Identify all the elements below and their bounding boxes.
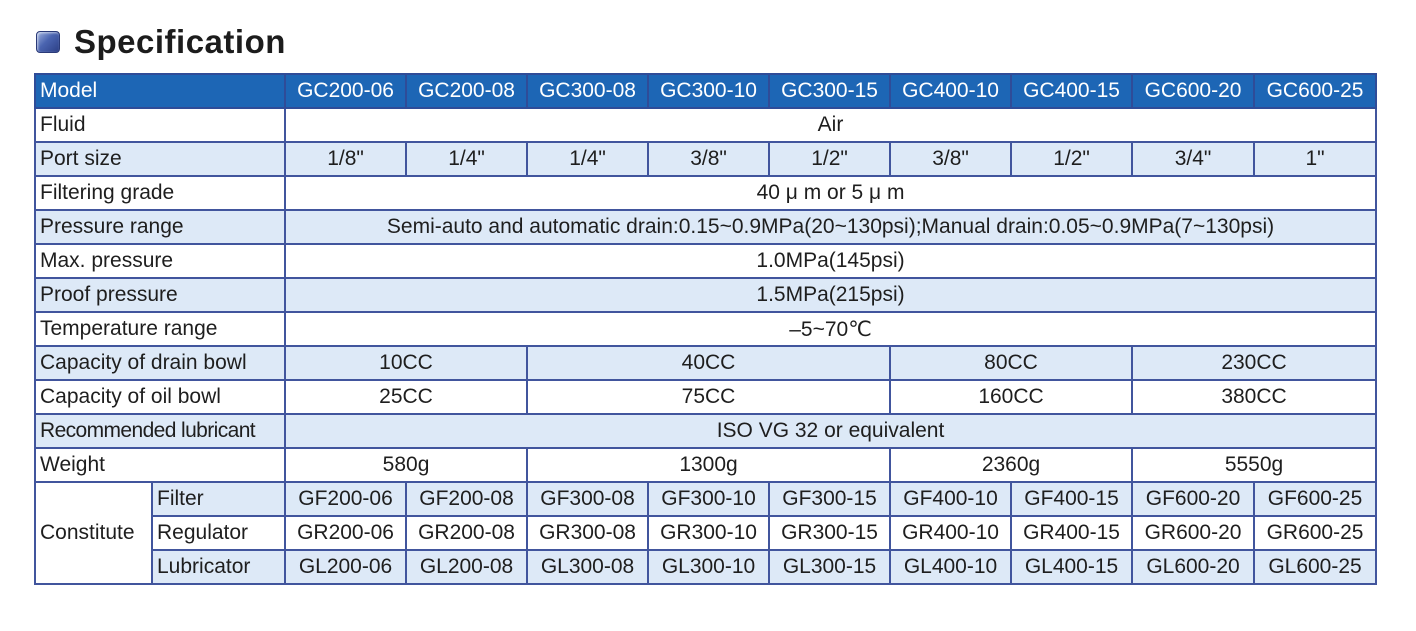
row-label: Fluid	[35, 108, 285, 142]
page-heading	[36, 20, 286, 64]
model-cell: GC300-10	[648, 74, 769, 108]
value-cell: GR600-20	[1132, 516, 1254, 550]
value-cell: GL600-20	[1132, 550, 1254, 584]
value-cell: 80CC	[890, 346, 1132, 380]
sub-row-label: Filter	[152, 482, 285, 516]
value-cell: 1/4"	[406, 142, 527, 176]
model-cell: GC400-15	[1011, 74, 1132, 108]
value-cell: 1"	[1254, 142, 1376, 176]
value-cell: GF600-25	[1254, 482, 1376, 516]
table-row-filtering-grade	[35, 176, 1376, 210]
value-cell: GF400-10	[890, 482, 1011, 516]
value-cell: 5550g	[1132, 448, 1376, 482]
value-cell: 230CC	[1132, 346, 1376, 380]
table-row-temperature-range	[35, 312, 1376, 346]
value-cell: GR300-08	[527, 516, 648, 550]
row-label: Recommended lubricant	[35, 414, 285, 448]
value-cell: GF600-20	[1132, 482, 1254, 516]
value-cell: 1/2"	[1011, 142, 1132, 176]
sub-row-label: Regulator	[152, 516, 285, 550]
model-cell: GC300-08	[527, 74, 648, 108]
value-cell: 75CC	[527, 380, 890, 414]
value-cell: GL400-10	[890, 550, 1011, 584]
value-cell: 1/2"	[769, 142, 890, 176]
value-cell: GL300-08	[527, 550, 648, 584]
value-cell: Air	[285, 108, 1376, 142]
table-row-proof-pressure	[35, 278, 1376, 312]
value-cell: GL200-06	[285, 550, 406, 584]
value-cell: GR300-10	[648, 516, 769, 550]
row-label-constitute: Constitute	[35, 482, 152, 584]
value-cell: –5~70℃	[285, 312, 1376, 346]
model-cell: GC200-06	[285, 74, 406, 108]
row-label: Weight	[35, 448, 285, 482]
row-label: Capacity of drain bowl	[35, 346, 285, 380]
model-cell: GC600-20	[1132, 74, 1254, 108]
value-cell: 3/8"	[890, 142, 1011, 176]
value-cell: GL200-08	[406, 550, 527, 584]
value-cell: GF300-15	[769, 482, 890, 516]
value-cell: 580g	[285, 448, 527, 482]
value-cell: 1/4"	[527, 142, 648, 176]
value-cell: 3/4"	[1132, 142, 1254, 176]
sub-row-label: Lubricator	[152, 550, 285, 584]
value-cell: GF200-08	[406, 482, 527, 516]
row-label: Model	[35, 74, 285, 108]
value-cell: 1.5MPa(215psi)	[285, 278, 1376, 312]
table-row-port-size	[35, 142, 1376, 176]
value-cell: GL400-15	[1011, 550, 1132, 584]
value-cell: 25CC	[285, 380, 527, 414]
value-cell: GR300-15	[769, 516, 890, 550]
table-row-constitute-filter	[35, 482, 1376, 516]
value-cell: 380CC	[1132, 380, 1376, 414]
table-row-model	[35, 74, 1376, 108]
value-cell: GF300-08	[527, 482, 648, 516]
value-cell: 1.0MPa(145psi)	[285, 244, 1376, 278]
row-label: Filtering grade	[35, 176, 285, 210]
table-row-oil-bowl	[35, 380, 1376, 414]
table-row-constitute-lubricator	[35, 550, 1376, 584]
value-cell: GF200-06	[285, 482, 406, 516]
page-title: Specification	[74, 23, 286, 60]
value-cell: 40 μ m or 5 μ m	[285, 176, 1376, 210]
table-row-fluid	[35, 108, 1376, 142]
value-cell: GF400-15	[1011, 482, 1132, 516]
row-label: Capacity of oil bowl	[35, 380, 285, 414]
value-cell: GR400-10	[890, 516, 1011, 550]
square-bullet-icon	[36, 31, 60, 53]
model-cell: GC600-25	[1254, 74, 1376, 108]
table-row-weight	[35, 448, 1376, 482]
table-row-lubricant	[35, 414, 1376, 448]
table-row-pressure-range	[35, 210, 1376, 244]
specification-table	[34, 73, 1377, 585]
row-label: Pressure range	[35, 210, 285, 244]
value-cell: Semi-auto and automatic drain:0.15~0.9MPa(20~130psi);Manual drain:0.05~0.9MPa(7~130psi)	[285, 210, 1376, 244]
value-cell: GR600-25	[1254, 516, 1376, 550]
value-cell: GR200-08	[406, 516, 527, 550]
model-cell: GC400-10	[890, 74, 1011, 108]
value-cell: 40CC	[527, 346, 890, 380]
table-row-drain-bowl	[35, 346, 1376, 380]
value-cell: 1/8"	[285, 142, 406, 176]
model-cell: GC300-15	[769, 74, 890, 108]
value-cell: 160CC	[890, 380, 1132, 414]
row-label: Proof pressure	[35, 278, 285, 312]
value-cell: 2360g	[890, 448, 1132, 482]
value-cell: GF300-10	[648, 482, 769, 516]
table-row-max-pressure	[35, 244, 1376, 278]
value-cell: GR200-06	[285, 516, 406, 550]
value-cell: GL600-25	[1254, 550, 1376, 584]
row-label: Max. pressure	[35, 244, 285, 278]
row-label: Port size	[35, 142, 285, 176]
value-cell: GR400-15	[1011, 516, 1132, 550]
table-row-constitute-regulator	[35, 516, 1376, 550]
value-cell: 3/8"	[648, 142, 769, 176]
model-cell: GC200-08	[406, 74, 527, 108]
value-cell: GL300-10	[648, 550, 769, 584]
value-cell: 10CC	[285, 346, 527, 380]
row-label: Temperature range	[35, 312, 285, 346]
value-cell: GL300-15	[769, 550, 890, 584]
value-cell: ISO VG 32 or equivalent	[285, 414, 1376, 448]
value-cell: 1300g	[527, 448, 890, 482]
